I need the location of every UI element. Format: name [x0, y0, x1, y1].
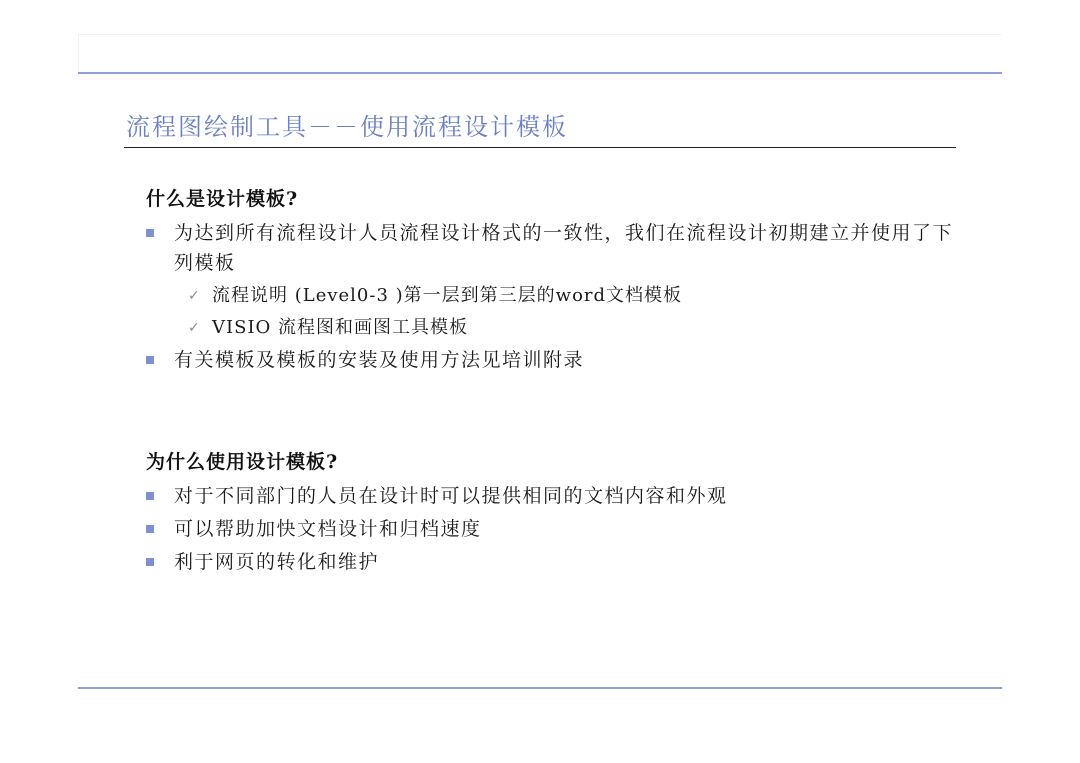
header-band	[78, 34, 1001, 75]
bullet-item	[146, 345, 966, 375]
slide-title: 流程图绘制工具－－使用流程设计模板	[126, 113, 568, 141]
square-bullet-icon	[146, 525, 154, 533]
bullet-item	[146, 514, 966, 544]
bullet-text: 可以帮助加快文档设计和归档速度	[174, 518, 482, 540]
bullet-item	[146, 547, 966, 577]
sub-item-text: 流程说明 (Level0-3 )第一层到第三层的word文档模板	[212, 285, 683, 306]
sub-item	[146, 281, 966, 311]
section-heading: 为什么使用设计模板?	[146, 451, 339, 473]
bullet-text: 对于不同部门的人员在设计时可以提供相同的文档内容和外观	[174, 485, 728, 507]
bullet-item	[146, 218, 966, 278]
square-bullet-icon	[146, 492, 154, 500]
square-bullet-icon	[146, 558, 154, 566]
section-what-is-template	[146, 186, 966, 378]
bullet-item	[146, 481, 966, 511]
section-why-use-template	[146, 449, 966, 580]
footer-rule	[78, 687, 1002, 689]
bullet-text: 利于网页的转化和维护	[174, 551, 380, 573]
sub-item-text: VISIO 流程图和画图工具模板	[212, 317, 469, 338]
square-bullet-icon	[146, 229, 154, 237]
bullet-text: 为达到所有流程设计人员流程设计格式的一致性，我们在流程设计初期建立并使用了下列模板	[174, 222, 954, 274]
title-underline	[124, 147, 956, 148]
check-icon: ✓	[188, 320, 201, 336]
check-icon: ✓	[188, 288, 201, 304]
header-rule	[78, 72, 1002, 74]
section-heading: 什么是设计模板?	[146, 188, 299, 210]
square-bullet-icon	[146, 356, 154, 364]
bullet-text: 有关模板及模板的安装及使用方法见培训附录	[174, 349, 585, 371]
sub-item	[146, 313, 966, 343]
